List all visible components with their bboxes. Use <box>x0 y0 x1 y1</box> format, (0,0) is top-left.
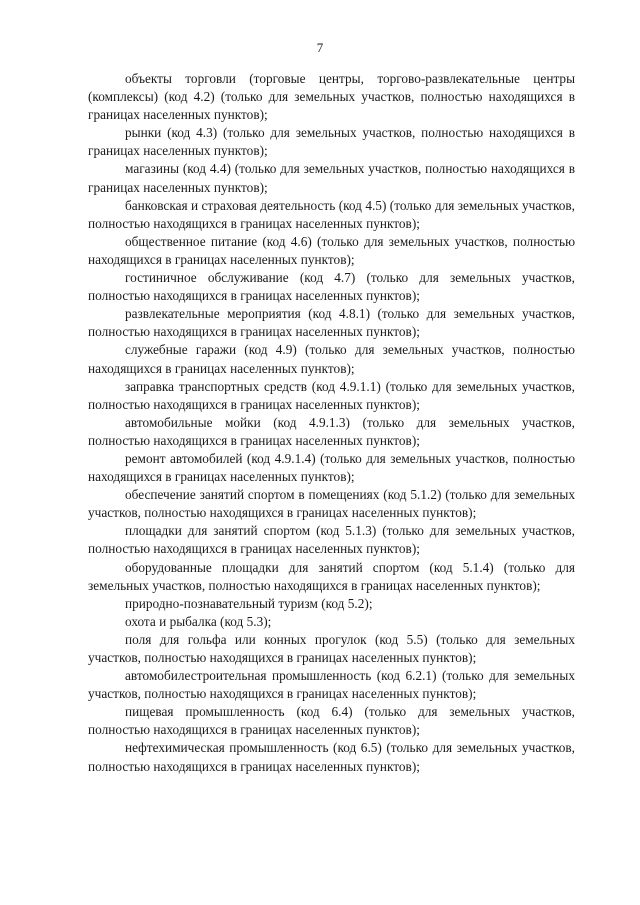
paragraph-hotel-service: гостиничное обслуживание (код 4.7) (только для земельных участков, полностью находящихся в границах населенных пунктов); <box>88 270 575 304</box>
paragraph-car-repair: ремонт автомобилей (код 4.9.1.4) (только для земельных участков, полностью находящихся в границах населенных пунктов); <box>88 450 575 485</box>
paragraph-fuel-stations: заправка транспортных средств (код 4.9.1.1) (только для земельных участков, полностью находящихся в границах населенных пунктов); <box>88 378 575 412</box>
paragraph-catering: общественное питание (код 4.6) (только для земельных участков, полностью находящихся в границах населенных пунктов); <box>88 233 575 267</box>
paragraph-petrochemical-industry: нефтехимическая промышленность (код 6.5) (только для земельных участков, полностью находящихся в границах населенных пунктов); <box>88 740 575 774</box>
paragraph-hunting-fishing: охота и рыбалка (код 5.3); <box>125 613 272 629</box>
paragraph-car-wash: автомобильные мойки (код 4.9.1.3) (только для земельных участков, полностью находящихся в границах населенных пунктов); <box>88 414 575 448</box>
paragraph-golf-horse-riding: поля для гольфа или конных прогулок (код 5.5) (только для земельных участков, полностью находящихся в границах населенных пунктов); <box>88 631 575 665</box>
paragraph-shops: магазины (код 4.4) (только для земельных участков, полностью находящихся в границах населенных пунктов); <box>88 161 575 195</box>
paragraph-food-industry: пищевая промышленность (код 6.4) (только для земельных участков, полностью находящихся в границах населенных пунктов); <box>88 704 575 738</box>
paragraph-nature-tourism: природно-познавательный туризм (код 5.2); <box>125 595 373 611</box>
paragraph-banking: банковская и страховая деятельность (код 4.5) (только для земельных участков, полностью находящихся в границах населенных пунктов); <box>88 197 575 231</box>
paragraph-markets: рынки (код 4.3) (только для земельных участков, полностью находящихся в границах населенных пунктов); <box>88 125 575 159</box>
paragraph-entertainment: развлекательные мероприятия (код 4.8.1) (только для земельных участков, полностью находящихся в границах населенных пунктов); <box>88 306 575 340</box>
paragraph-automotive-industry: автомобилестроительная промышленность (код 6.2.1) (только для земельных участков, полностью находящихся в границах населенных пунктов); <box>88 668 575 702</box>
paragraph-indoor-sports: обеспечение занятий спортом в помещениях (код 5.1.2) (только для земельных участков, полностью находящихся в границах населенных пунктов); <box>88 487 575 521</box>
paragraph-service-garages: служебные гаражи (код 4.9) (только для земельных участков, полностью находящихся в границах населенных пунктов); <box>88 342 575 376</box>
paragraph-equipped-sports-grounds: оборудованные площадки для занятий спортом (код 5.1.4) (только для земельных участков, полностью находящихся в границах населенных пунктов); <box>88 559 575 593</box>
page-number: 7 <box>316 40 324 55</box>
paragraph-trade-objects: объекты торговли (торговые центры, торгово-развлекательные центры (комплексы) (код 4.2) (только для земельных участков, полностью находящихся в границах населенных пунктов); <box>88 71 575 123</box>
paragraph-sports-grounds: площадки для занятий спортом (код 5.1.3) (только для земельных участков, полностью находящихся в границах населенных пунктов); <box>88 523 575 557</box>
document-body <box>88 70 575 776</box>
